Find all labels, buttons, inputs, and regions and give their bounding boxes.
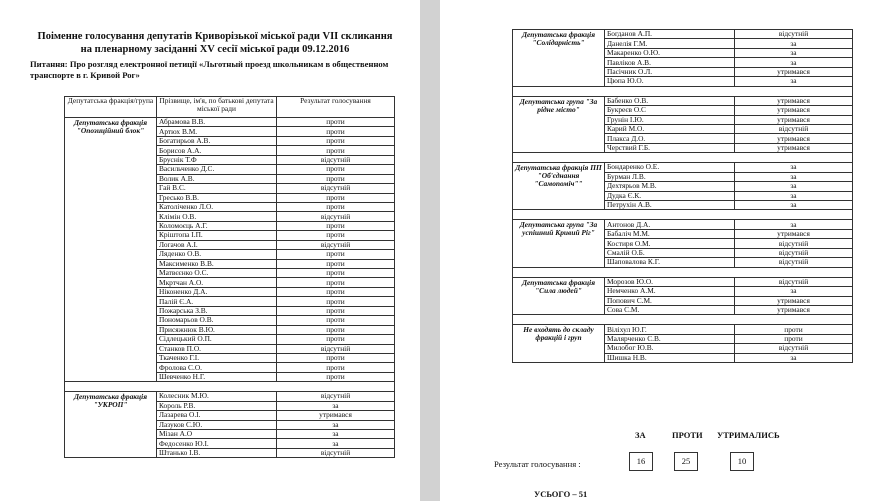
document-page-right: [440, 0, 869, 501]
group-spacer-row: [513, 210, 853, 220]
faction-label: Депутатська фракція "Солідарність": [513, 30, 605, 87]
vote-result: проти: [277, 221, 395, 230]
vote-result: утримався: [735, 305, 853, 314]
vote-result: проти: [277, 335, 395, 344]
vote-result: проти: [277, 118, 395, 127]
deputy-name: Ніконенко Д.А.: [157, 287, 277, 296]
group-spacer: [513, 267, 853, 277]
faction-label: Депутатська фракція "Сила людей": [513, 277, 605, 315]
vote-result: проти: [277, 287, 395, 296]
vote-result: відсутній: [735, 344, 853, 353]
document-page-left: [0, 0, 420, 501]
vote-result: за: [735, 353, 853, 362]
deputy-name: Король Р.В.: [157, 401, 277, 410]
vote-result: відсутній: [277, 448, 395, 457]
vote-result: утримався: [735, 296, 853, 305]
vote-result: проти: [277, 372, 395, 381]
vote-result: відсутній: [277, 240, 395, 249]
column-header-group: Депутатська фракція/група: [65, 97, 157, 118]
deputy-name: Мізан А.О: [157, 430, 277, 439]
summary-header-against: ПРОТИ: [672, 430, 703, 440]
group-spacer: [513, 315, 853, 325]
faction-label: Депутатська фракція "УКРОП": [65, 392, 157, 458]
faction-label: Не входять до складу фракцій і груп: [513, 325, 605, 363]
deputy-name: Антонов Д.А.: [605, 220, 735, 229]
group-spacer: [65, 382, 395, 392]
vote-result: за: [735, 182, 853, 191]
group-spacer-row: [513, 315, 853, 325]
deputy-name: Букреєв О.С: [605, 106, 735, 115]
deputy-name: Волик А.В.: [157, 174, 277, 183]
vote-table-left: [64, 96, 395, 458]
group-spacer: [513, 210, 853, 220]
deputy-name: Цюпа Ю.О.: [605, 77, 735, 86]
vote-result: проти: [277, 136, 395, 145]
deputy-name: Бурман Л.В.: [605, 172, 735, 181]
vote-result: утримався: [735, 96, 853, 105]
deputy-name: Пожарська З.В.: [157, 306, 277, 315]
vote-result: за: [735, 191, 853, 200]
deputy-name: Бруснік Т.Ф: [157, 155, 277, 164]
column-header-result: Результат голосування: [277, 97, 395, 118]
table-row: [65, 118, 395, 127]
faction-label: Депутатська фракція "Опозиційний блок": [65, 118, 157, 382]
deputy-name: Милобог Ю.В.: [605, 344, 735, 353]
vote-result: відсутній: [277, 155, 395, 164]
vote-result: за: [735, 287, 853, 296]
vote-result: за: [735, 77, 853, 86]
vote-result: проти: [277, 259, 395, 268]
deputy-name: Сідлецький О.П.: [157, 335, 277, 344]
summary-label: Результат голосування :: [494, 459, 581, 469]
deputy-name: Абрамова В.В.: [157, 118, 277, 127]
group-spacer: [513, 153, 853, 163]
deputy-name: Смалій О.Б.: [605, 248, 735, 257]
agenda-subject: Питання: Про розгляд електронної петиції «Льготный проезд школьникам в общественном транспорте в г. Кривой Рог»: [30, 59, 389, 80]
deputy-name: Петрухін А.В.: [605, 201, 735, 210]
vote-result: утримався: [735, 115, 853, 124]
deputy-name: Палій Є.А.: [157, 297, 277, 306]
summary-header-abstained: УТРИМАЛИСЬ: [717, 430, 780, 440]
summary-for-count: 16: [629, 452, 653, 471]
vote-result: за: [277, 430, 395, 439]
vote-result: за: [735, 172, 853, 181]
vote-result: проти: [277, 306, 395, 315]
deputy-name: Лазуков С.Ю.: [157, 420, 277, 429]
vote-result: проти: [277, 363, 395, 372]
deputy-name: Карий М.О.: [605, 124, 735, 133]
deputy-name: Гай В.С.: [157, 184, 277, 193]
deputy-name: Пономарьов О.В.: [157, 316, 277, 325]
deputy-name: Кріштопа І.П.: [157, 231, 277, 240]
deputy-name: Богданов А.П.: [605, 30, 735, 39]
deputy-name: Шевченко Н.Г.: [157, 372, 277, 381]
deputy-name: Костиря О.М.: [605, 239, 735, 248]
vote-result: відсутній: [735, 30, 853, 39]
vote-result: за: [277, 401, 395, 410]
group-spacer-row: [65, 382, 395, 392]
summary-header-for: ЗА: [635, 430, 646, 440]
deputy-name: Ткаченко Г.І.: [157, 353, 277, 362]
deputy-name: Плакса Д.О.: [605, 134, 735, 143]
vote-result: за: [735, 163, 853, 172]
vote-result: утримався: [735, 134, 853, 143]
vote-result: за: [277, 439, 395, 448]
deputy-name: Пасічник О.Л.: [605, 67, 735, 76]
deputy-name: Шишка Н.В.: [605, 353, 735, 362]
deputy-name: Ляденко О.В.: [157, 250, 277, 259]
deputy-name: Павліков А.В.: [605, 58, 735, 67]
deputy-name: Малярченко С.В.: [605, 334, 735, 343]
vote-result: за: [735, 58, 853, 67]
vote-result: проти: [277, 297, 395, 306]
deputy-name: Борисов А.А.: [157, 146, 277, 155]
deputy-name: Данелія Г.М.: [605, 39, 735, 48]
deputy-name: Максименко В.В.: [157, 259, 277, 268]
vote-result: проти: [277, 278, 395, 287]
vote-result: утримався: [735, 67, 853, 76]
table-row: [513, 96, 853, 105]
deputy-name: Шаповалова К.Г.: [605, 258, 735, 267]
vote-result: проти: [277, 193, 395, 202]
deputy-name: Мкртчан А.О.: [157, 278, 277, 287]
deputy-name: Лазарева О.І.: [157, 411, 277, 420]
vote-result: відсутній: [277, 184, 395, 193]
vote-result: проти: [277, 269, 395, 278]
deputy-name: Дудка Є.К.: [605, 191, 735, 200]
group-spacer: [513, 86, 853, 96]
vote-result: за: [277, 420, 395, 429]
vote-result: проти: [277, 202, 395, 211]
deputy-name: Черствий Г.Б.: [605, 143, 735, 152]
vote-result: за: [735, 48, 853, 57]
summary-total: УСЬОГО – 51: [534, 489, 588, 499]
deputy-name: Присяжнюк В.Ю.: [157, 325, 277, 334]
vote-result: проти: [277, 250, 395, 259]
faction-label: Депутатська група "За рідне місто": [513, 96, 605, 153]
table-row: [65, 392, 395, 401]
group-spacer-row: [513, 153, 853, 163]
table-row: [513, 325, 853, 334]
vote-result: утримався: [735, 143, 853, 152]
page-gutter: [420, 0, 440, 501]
deputy-name: Католіченко Л.О.: [157, 202, 277, 211]
vote-result: відсутній: [735, 239, 853, 248]
deputy-name: Попович С.М.: [605, 296, 735, 305]
column-header-name: Прізвище, ім'я, по батькові депутата міської ради: [157, 97, 277, 118]
deputy-name: Бондаренко О.Е.: [605, 163, 735, 172]
deputy-name: Станков П.О.: [157, 344, 277, 353]
title-line-2: на пленарному засіданні XV сесії міської ради 09.12.2016: [80, 44, 350, 55]
vote-result: відсутній: [735, 277, 853, 286]
faction-label: Депутатська фракція ПП "Об'єднання "Самопоміч"": [513, 163, 605, 210]
vote-result: проти: [277, 231, 395, 240]
faction-label: Депутатська група "За успішний Кривий Ріг": [513, 220, 605, 267]
table-row: [513, 277, 853, 286]
vote-result: проти: [277, 316, 395, 325]
group-spacer-row: [513, 86, 853, 96]
vote-result: проти: [277, 325, 395, 334]
deputy-name: Клімін О.В.: [157, 212, 277, 221]
vote-result: проти: [277, 127, 395, 136]
vote-result: за: [735, 220, 853, 229]
vote-table-right: [512, 29, 853, 363]
deputy-name: Дехтярьов М.В.: [605, 182, 735, 191]
vote-result: проти: [277, 165, 395, 174]
deputy-name: Бабаліч М.М.: [605, 229, 735, 238]
deputy-name: Логачов А.І.: [157, 240, 277, 249]
vote-result: за: [735, 39, 853, 48]
vote-result: відсутній: [277, 344, 395, 353]
deputy-name: Васильченко Д.С.: [157, 165, 277, 174]
vote-result: відсутній: [735, 248, 853, 257]
table-row: [513, 220, 853, 229]
table-row: [513, 163, 853, 172]
deputy-name: Грунін І.Ю.: [605, 115, 735, 124]
deputy-name: Богатирьов А.В.: [157, 136, 277, 145]
vote-result: відсутній: [735, 124, 853, 133]
deputy-name: Макаренко О.Ю.: [605, 48, 735, 57]
document-title: [30, 30, 400, 56]
deputy-name: Віліхул Ю.Г.: [605, 325, 735, 334]
deputy-name: Немченко А.М.: [605, 287, 735, 296]
deputy-name: Коломоєць А.Г.: [157, 221, 277, 230]
vote-result: за: [735, 201, 853, 210]
deputy-name: Колесник М.Ю.: [157, 392, 277, 401]
group-spacer-row: [513, 267, 853, 277]
summary-against-count: 25: [674, 452, 698, 471]
deputy-name: Федосенко Ю.І.: [157, 439, 277, 448]
deputy-name: Артюх В.М.: [157, 127, 277, 136]
vote-result: проти: [735, 334, 853, 343]
summary-abstained-count: 10: [730, 452, 754, 471]
deputy-name: Гресько В.В.: [157, 193, 277, 202]
vote-result: утримався: [735, 106, 853, 115]
vote-result: проти: [277, 146, 395, 155]
deputy-name: Матвєєнко О.С.: [157, 269, 277, 278]
table-row: [513, 30, 853, 39]
vote-result: утримався: [277, 411, 395, 420]
deputy-name: Штанько І.В.: [157, 448, 277, 457]
vote-result: проти: [277, 174, 395, 183]
title-line-1: Поіменне голосування депутатів Криворізької міської ради VII скликання: [37, 31, 393, 42]
vote-result: відсутній: [277, 212, 395, 221]
vote-result: утримався: [735, 229, 853, 238]
deputy-name: Сова С.М.: [605, 305, 735, 314]
table-header-row: [65, 97, 395, 118]
vote-result: проти: [277, 353, 395, 362]
vote-result: відсутній: [277, 392, 395, 401]
vote-result: відсутній: [735, 258, 853, 267]
deputy-name: Бабенко О.В.: [605, 96, 735, 105]
deputy-name: Фролова С.О.: [157, 363, 277, 372]
deputy-name: Морозов Ю.О.: [605, 277, 735, 286]
vote-result: проти: [735, 325, 853, 334]
